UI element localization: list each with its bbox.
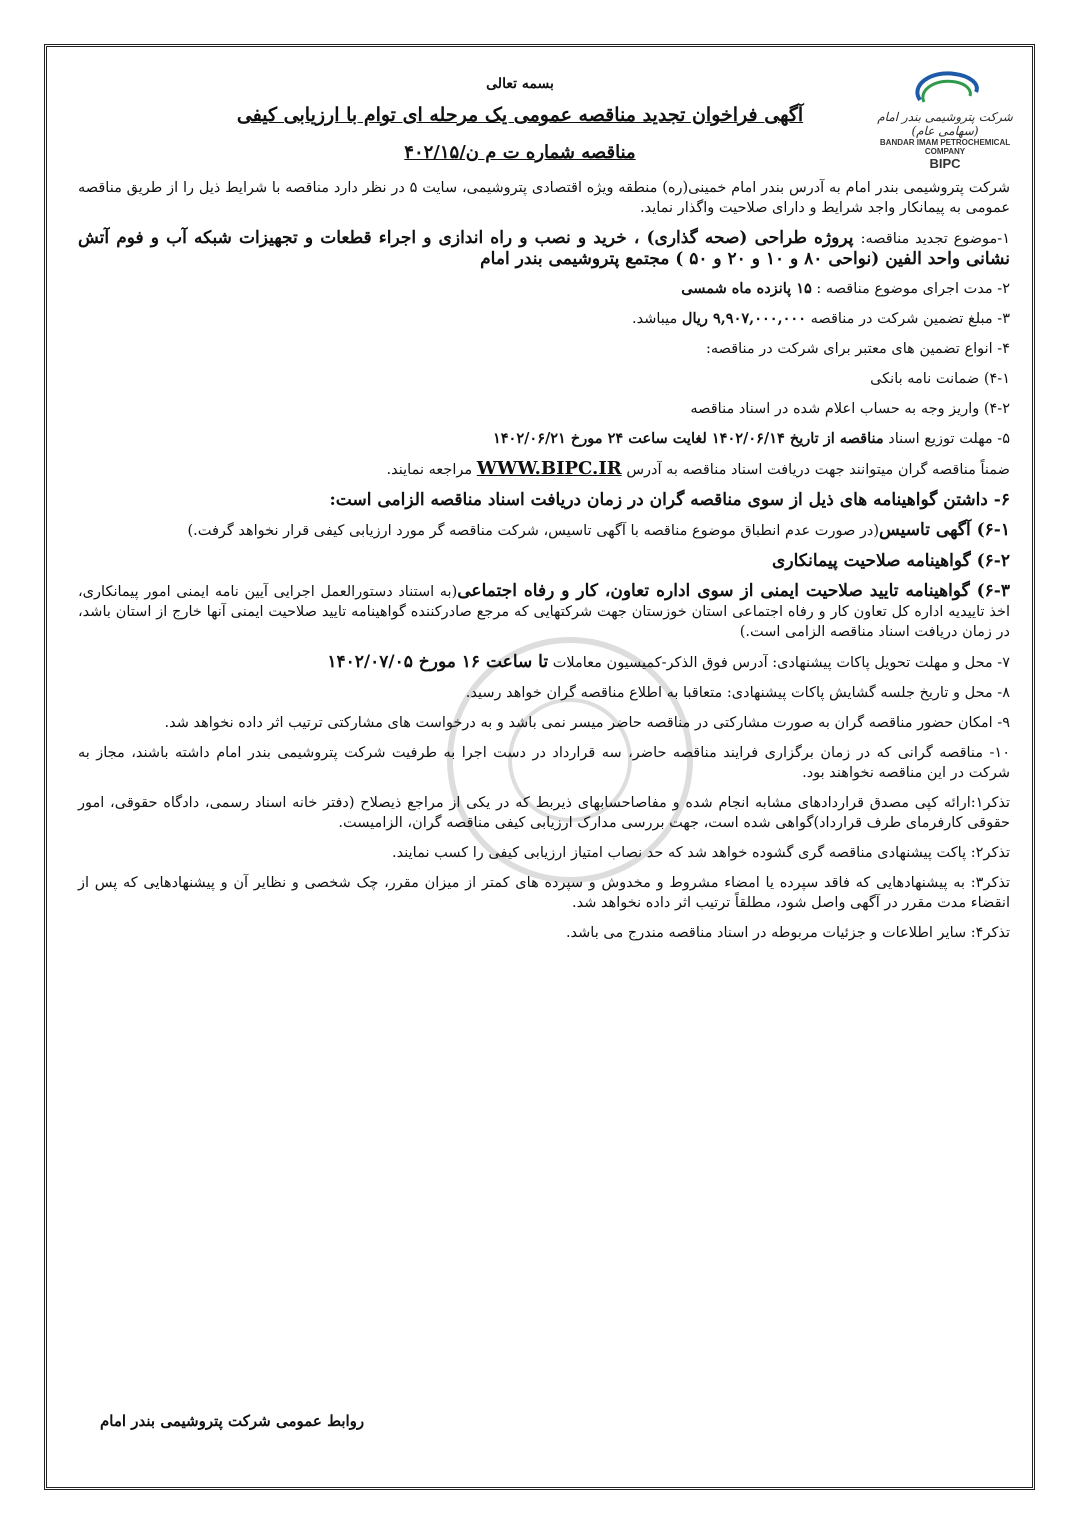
item-3-amount: ۹,۹۰۷,۰۰۰,۰۰۰ ریال: [681, 310, 806, 327]
item-7: [78, 652, 1010, 673]
item-4: ۴- انواع تضمین های معتبر برای شرکت در مناقصه:: [705, 341, 1010, 357]
logo-abbr: BIPC: [929, 156, 961, 171]
website-link[interactable]: WWW.BIPC.IR: [476, 458, 622, 479]
intro-paragraph: شرکت پتروشیمی بندر امام به آدرس بندر امام خمینی(ره) منطقه ویژه اقتصادی پتروشیمی، سایت ۵ در نظر دارد مناقصه با شرایط ذیل را از طریق مناقصه عمومی به پیمانکار واجد شرایط و دارای صلاحیت واگذار نماید.: [78, 180, 1011, 216]
announcement-body: [78, 178, 1010, 953]
item-5-label: ۵- مهلت توزیع اسناد: [888, 431, 1010, 447]
note-2: تذکر۲: پاکت پیشنهادی مناقصه گری گشوده خواهد شد که حد نصاب امتیاز ارزیابی کیفی را کسب نمایند.: [392, 845, 1010, 861]
item-6-1: [78, 520, 1010, 541]
item-3-label: ۳- مبلغ تضمین شرکت در مناقصه: [810, 311, 1010, 327]
item-2-label: ۲- مدت اجرای موضوع مناقصه :: [816, 281, 1010, 297]
company-logo: [870, 64, 1020, 184]
item-8: ۸- محل و تاریخ جلسه گشایش پاکات پیشنهادی: متعاقبا به اطلاع مناقصه گران خواهد رسید.: [465, 685, 1010, 701]
item-1-subject: پروژه طراحی (صحه گذاری) ، خرید و نصب و راه اندازی و اجراء قطعات و تجهیزات شبکه آب و فوم آتش نشانی واحد الفین (نواحی ۸۰ و ۱۰ و ۲۰ و ۵۰ ) مجتمع پتروشیمی بندر امام: [78, 228, 1010, 269]
item-5-dates: مناقصه از تاریخ ۱۴۰۲/۰۶/۱۴ لغایت ساعت ۲۴ مورخ ۱۴۰۲/۰۶/۲۱: [492, 430, 884, 447]
item-5-note-a: ضمناً مناقصه گران میتوانند جهت دریافت اسناد مناقصه به آدرس: [626, 462, 1010, 478]
item-2: [78, 279, 1010, 299]
note-4: تذکر۴: سایر اطلاعات و جزئیات مربوطه در اسناد مناقصه مندرج می باشد.: [565, 925, 1010, 941]
item-6-1-label: ۶-۱) آگهی تاسیس: [879, 520, 1010, 540]
item-5-note-b: مراجعه نمایند.: [386, 462, 473, 478]
item-3: [78, 309, 1010, 329]
item-6-1-text: (در صورت عدم انطباق موضوع مناقصه با آگهی تاسیس، شرکت مناقصه گر مورد ارزیابی کیفی قرار نخواهد گرفت.): [187, 523, 879, 539]
item-10: ۱۰- مناقصه گرانی که در زمان برگزاری فرایند مناقصه حاضر، سه قرارداد در دست اجرا به طرفیت شرکت پتروشیمی بندر امام داشته باشند، مجاز به شرکت در این مناقصه نخواهند بود.: [78, 745, 1010, 781]
item-6-3: [78, 581, 1010, 642]
item-3-suffix: میباشد.: [631, 311, 678, 327]
bismillah: بسمه تعالی: [486, 76, 554, 92]
logo-name-fa: شرکت پتروشیمی بندر امام (سهامی عام): [877, 110, 1013, 138]
logo-swirl-icon: [900, 64, 990, 110]
item-4-2: ۴-۲) واریز وجه به حساب اعلام شده در اسناد مناقصه: [690, 401, 1010, 417]
item-9: ۹- امکان حضور مناقصه گران به صورت مشارکتی در مناقصه حاضر میسر نمی باشد و به درخواست های مشارکتی ترتیب اثر داده نخواهد شد.: [164, 715, 1010, 731]
item-1: [78, 228, 1010, 269]
note-1: تذکر۱:ارائه کپی مصدق قراردادهای مشابه انجام شده و مفاصاحسابهای ذیربط که در یکی از مراجع ذیصلاح (دفتر خانه اسناد رسمی، دادگاه حقوقی، امور حقوقی کارفرمای طرف قرارداد)گواهی شده است، جهت بررسی مدارک ارزیابی کیفی مناقصه گران، الزامیست.: [78, 795, 1010, 831]
note-3: تذکر۳: به پیشنهادهایی که فاقد سپرده یا امضاء مشروط و مخدوش و سپرده های کمتر از میزان مقرر، چک شخصی و نظایر آن و پیشنهادهایی که پس از انقضاء مدت مقرر در آگهی واصل شود، مطلقاً ترتیب اثر داده نخواهد شد.: [78, 875, 1010, 911]
tender-number: مناقصه شماره ت م ن/۴۰۲/۱۵: [404, 142, 636, 163]
item-6-2: ۶-۲) گواهینامه صلاحیت پیمانکاری: [772, 551, 1010, 571]
page-title: آگهی فراخوان تجدید مناقصه عمومی یک مرحله ای توام با ارزیابی کیفی: [236, 104, 804, 126]
item-4-1: ۴-۱) ضمانت نامه بانکی: [870, 371, 1010, 387]
item-5-note: [78, 459, 1010, 480]
signature: روابط عمومی شرکت پتروشیمی بندر امام: [100, 1412, 365, 1430]
item-5: [78, 429, 1010, 449]
item-6-3-label: ۶-۳) گواهینامه تایید صلاحیت ایمنی از سوی اداره تعاون، کار و رفاه اجتماعی: [457, 581, 1010, 601]
item-6: ۶- داشتن گواهینامه های ذیل از سوی مناقصه گران در زمان دریافت اسناد مناقصه الزامی است:: [329, 490, 1010, 510]
item-6-3-text: (به استناد دستورالعمل اجرایی آیین نامه ایمنی امور پیمانکاری، اخذ تاییدیه اداره کل تعاون کار و رفاه اجتماعی استان خوزستان جهت شرکتهایی که مرجع صادرکننده گواهینامه تایید صلاحیت ایمنی آنها خارج از استان باشد، در زمان دریافت اسناد مناقصه الزامی است.): [78, 584, 1010, 640]
item-2-value: ۱۵ پانزده ماه شمسی: [681, 280, 812, 297]
logo-name-en: BANDAR IMAM PETROCHEMICAL COMPANY: [879, 138, 1011, 156]
item-7-deadline: تا ساعت ۱۶ مورخ ۱۴۰۲/۰۷/۰۵: [327, 652, 549, 672]
item-7-label: ۷- محل و مهلت تحویل پاکات پیشنهادی: آدرس فوق الذکر-کمیسیون معاملات: [552, 655, 1010, 671]
item-1-label: ۱-موضوع تجدید مناقصه:: [860, 231, 1010, 247]
